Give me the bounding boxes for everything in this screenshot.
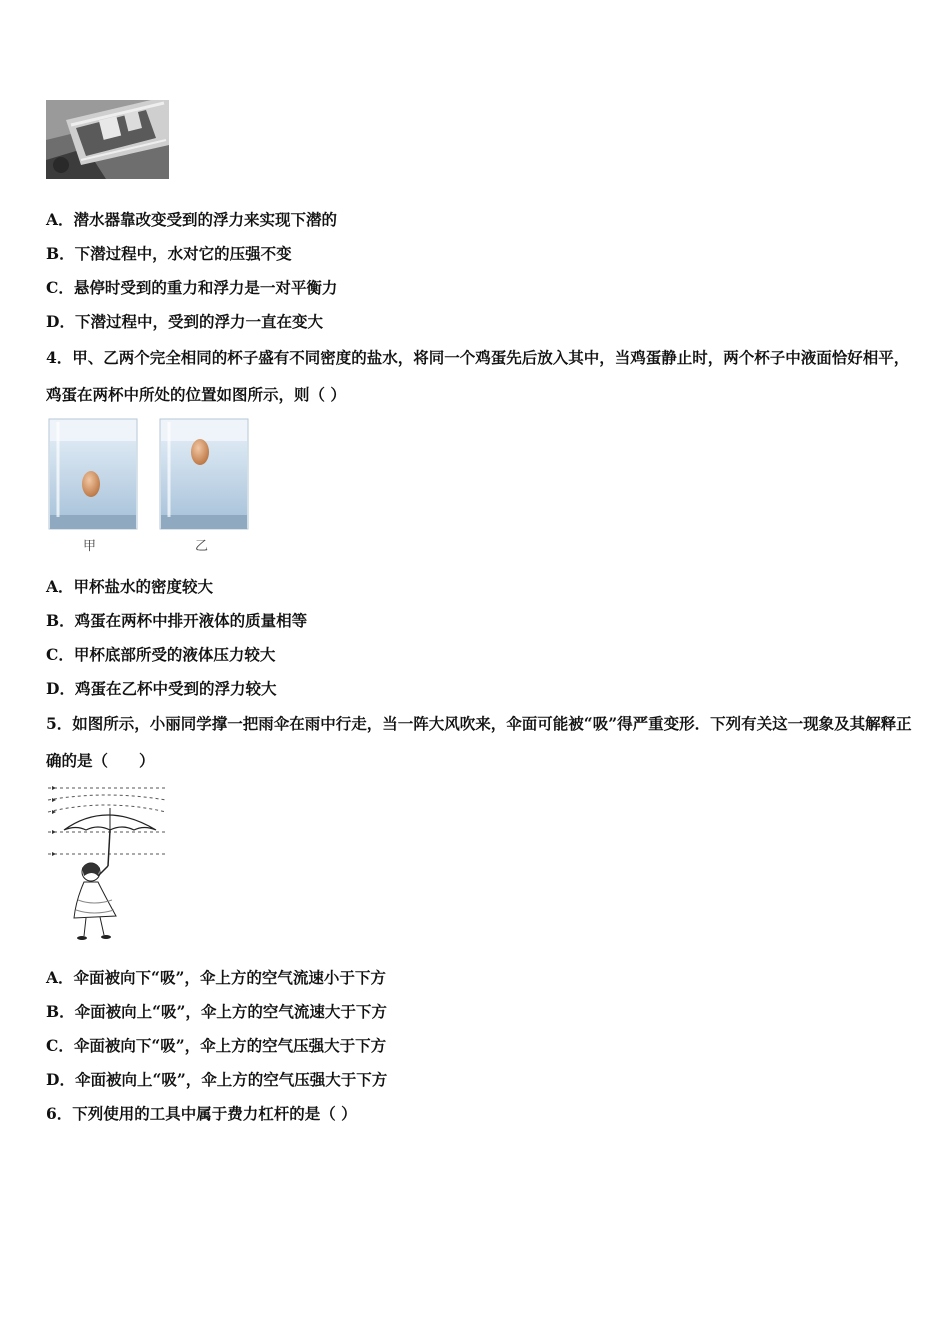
q5-option-c: C．伞面被向下“吸”，伞上方的空气压强大于下方 xyxy=(46,1036,387,1055)
q4-stem: 4．甲、乙两个完全相同的杯子盛有不同密度的盐水，将同一个鸡蛋先后放入其中，当鸡蛋静止时，两个杯子中液面恰好相平，鸡蛋在两杯中所处的位置如图所示，则（ ） xyxy=(46,348,910,404)
q3-option-b: B．下潜过程中，水对它的压强不变 xyxy=(46,244,292,263)
umbrella-wind-figure xyxy=(46,780,171,942)
q4-option-a: A．甲杯盐水的密度较大 xyxy=(46,577,214,596)
q3-option-d: D．下潜过程中，受到的浮力一直在变大 xyxy=(46,312,323,331)
q5-stem: 5．如图所示，小丽同学撑一把雨伞在雨中行走，当一阵大风吹来，伞面可能被“吸”得严重变形．下列有关这一现象及其解释正确的是（ ） xyxy=(46,714,912,770)
q3-option-c: C．悬停时受到的重力和浮力是一对平衡力 xyxy=(46,278,338,297)
glass-label-jia: 甲 xyxy=(83,539,97,554)
q6-stem: 6．下列使用的工具中属于费力杠杆的是（ ） xyxy=(46,1104,357,1123)
q5-option-a: A．伞面被向下“吸”，伞上方的空气流速小于下方 xyxy=(46,968,386,987)
q4-option-c: C．甲杯底部所受的液体压力较大 xyxy=(46,645,276,664)
q5-option-d: D．伞面被向上“吸”，伞上方的空气压强大于下方 xyxy=(46,1070,388,1089)
egg-glasses-figure xyxy=(46,417,251,535)
q3-option-a: A．潜水器靠改变受到的浮力来实现下潜的 xyxy=(46,210,338,229)
q4-option-d: D．鸡蛋在乙杯中受到的浮力较大 xyxy=(46,679,277,698)
q5-option-b: B．伞面被向上“吸”，伞上方的空气流速大于下方 xyxy=(46,1002,387,1021)
glass-label-yi: 乙 xyxy=(195,539,209,554)
q4-option-b: B．鸡蛋在两杯中排开液体的质量相等 xyxy=(46,611,308,630)
submersible-photo xyxy=(46,100,169,179)
